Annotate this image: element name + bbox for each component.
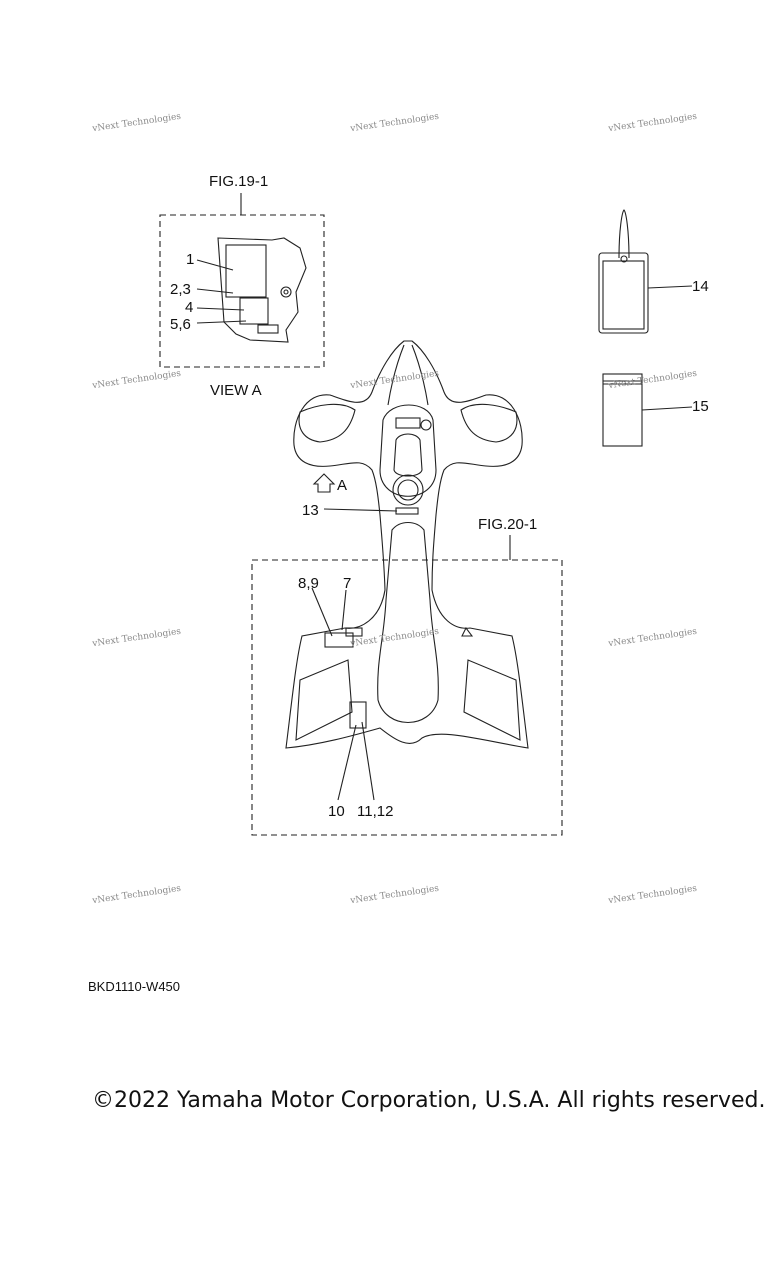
hull-outline <box>286 341 528 748</box>
arrow-a-label: A <box>337 477 348 494</box>
console <box>380 405 436 496</box>
diagram-code: BKD1110-W450 <box>88 979 181 994</box>
callout-11-12: 11,12 <box>357 803 394 820</box>
view-a-label: VIEW A <box>210 382 262 399</box>
leader-10 <box>338 725 356 800</box>
watermark: vNext Technologies <box>607 883 698 907</box>
view-a-bolt <box>281 287 291 297</box>
left-sponson <box>299 404 355 442</box>
watermark: vNext Technologies <box>349 368 440 392</box>
label-13 <box>396 508 418 514</box>
callout-1: 1 <box>186 251 195 268</box>
right-sponson <box>461 404 517 442</box>
watermark: vNext Technologies <box>349 111 440 135</box>
leader-2-3 <box>197 289 233 293</box>
callout-4: 4 <box>185 299 194 316</box>
view-a-panel <box>218 238 306 342</box>
watermark: vNext Technologies <box>91 883 182 907</box>
watermark: vNext Technologies <box>349 626 440 650</box>
label-sticker-4 <box>240 298 268 324</box>
watermark: vNext Technologies <box>607 368 698 392</box>
label-8-9 <box>325 633 353 647</box>
hang-tag <box>599 253 648 333</box>
callout-10: 10 <box>328 803 345 820</box>
arrow-a <box>314 474 334 492</box>
copyright-notice: ©2022 Yamaha Motor Corporation, U.S.A. All rights reserved. <box>92 1088 766 1113</box>
right-rear-panel <box>464 660 520 740</box>
watermark: vNext Technologies <box>91 368 182 392</box>
console-display <box>396 418 420 428</box>
label-10-11 <box>350 702 366 728</box>
leader-15 <box>642 407 692 410</box>
leader-1 <box>197 260 233 270</box>
callout-7: 7 <box>343 575 352 592</box>
watermark: vNext Technologies <box>607 111 698 135</box>
watermark: vNext Technologies <box>91 626 182 650</box>
label-sticker-1 <box>226 245 266 297</box>
leader-11-12 <box>362 722 374 800</box>
callout-2-3: 2,3 <box>170 281 191 298</box>
fig20-label: FIG.20-1 <box>478 516 538 533</box>
leader-8-9 <box>312 588 332 636</box>
watermark: vNext Technologies <box>91 111 182 135</box>
callout-15: 15 <box>692 398 709 415</box>
callout-5-6: 5,6 <box>170 316 191 333</box>
label-sticker-5 <box>258 325 278 333</box>
label-7 <box>346 628 362 636</box>
left-rear-panel <box>296 660 352 740</box>
leader-7 <box>342 590 346 630</box>
fig19-label: FIG.19-1 <box>209 173 269 190</box>
leader-14 <box>648 286 692 288</box>
seat <box>378 523 439 723</box>
watermark: vNext Technologies <box>607 626 698 650</box>
watermark: vNext Technologies <box>349 883 440 907</box>
leader-13 <box>324 509 397 511</box>
leader-5-6 <box>197 321 246 323</box>
callout-13: 13 <box>302 502 319 519</box>
console-knob <box>421 420 431 430</box>
leader-4 <box>197 308 244 310</box>
callout-8-9: 8,9 <box>298 575 319 592</box>
callout-14: 14 <box>692 278 709 295</box>
